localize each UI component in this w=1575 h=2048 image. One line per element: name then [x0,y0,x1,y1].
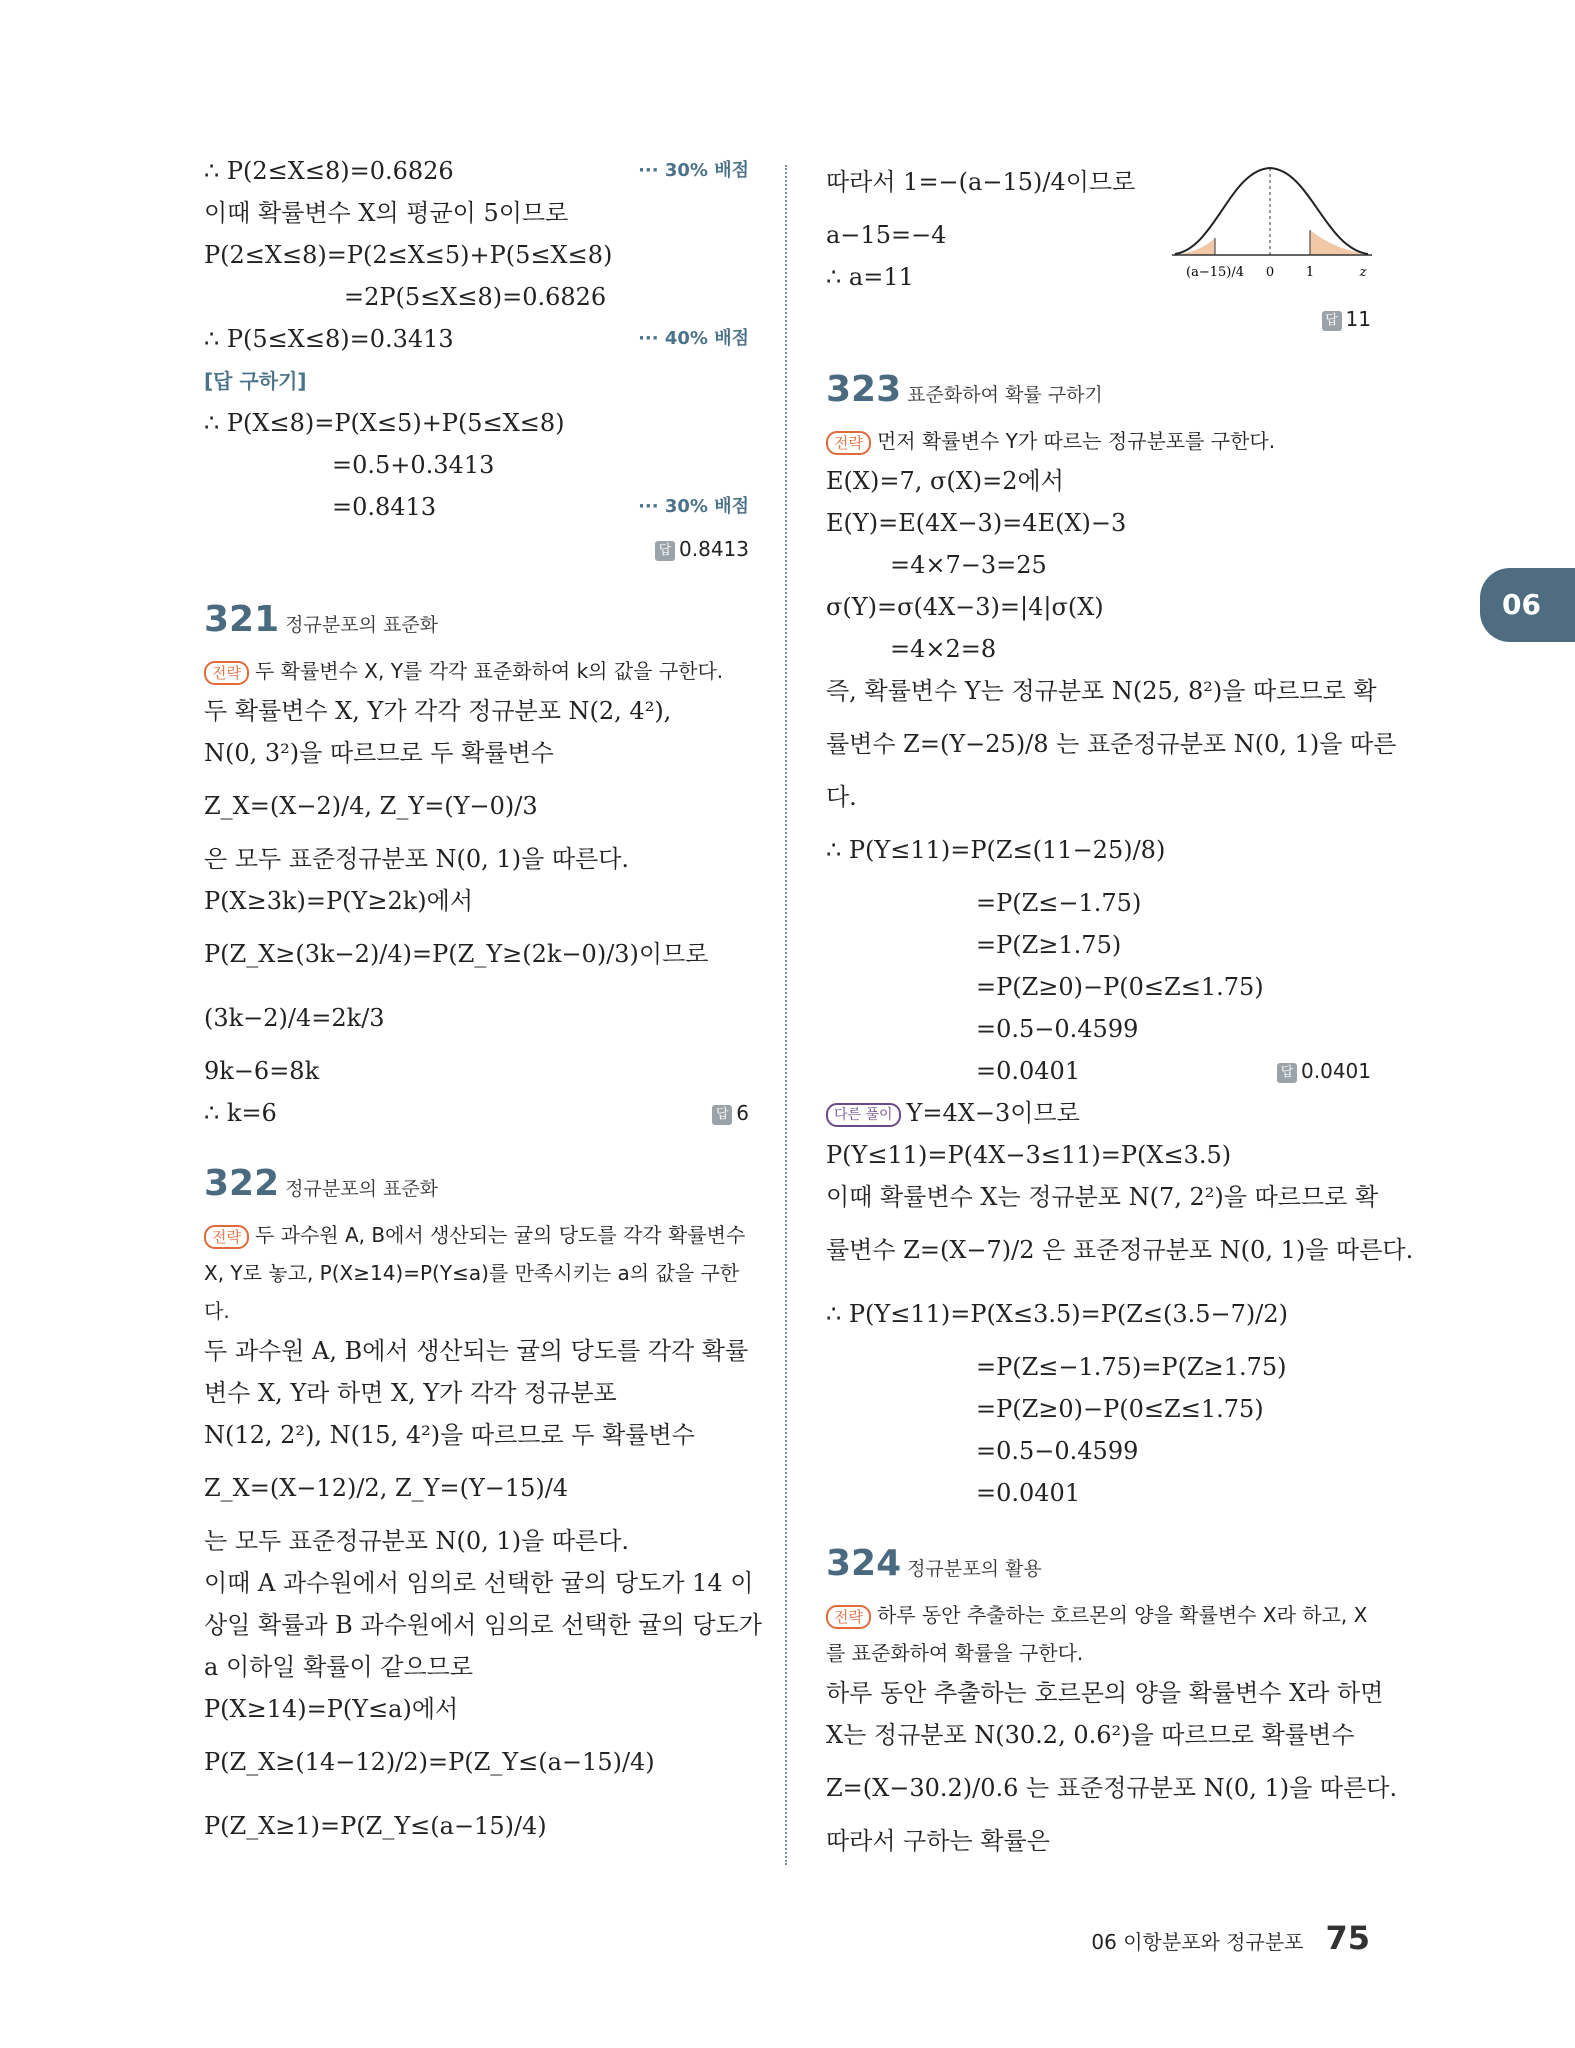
text-line: ∴ k=6 답 6 [204,1092,749,1134]
answer-row [204,528,749,570]
problem-number: 324 [826,1543,902,1584]
answer-row [826,298,1371,340]
problem-324-header [826,1532,1371,1596]
text-line: 다. [826,783,857,811]
formula-line: P(Z_X≥(14−12)/2)=P(Z_Y≤(a−15)/4) [204,1748,655,1776]
problem-322-header [204,1152,749,1216]
problem-title: 정규분포의 표준화 [285,614,439,636]
problem-number: 322 [204,1163,280,1204]
text-line: 따라서 구하는 확률은 [826,1827,1050,1855]
answer-label: 답 0.8413 [655,528,749,570]
text-line: ∴ P(2≤X≤8)=0.6826 ··· 30% 배점 [204,150,749,192]
chapter-title: 06 이항분포와 정규분포 [1091,1930,1304,1954]
text-line: 상일 확률과 B 과수원에서 임의로 선택한 귤의 당도가 [204,1611,762,1639]
answer-label: 답 0.0401 [1277,1050,1371,1092]
strategy-tag: 전략 [826,431,871,455]
text-line: P(X≥14)=P(Y≤a)에서 [204,1695,459,1723]
alt-solution-tag: 다른 풀이 [826,1103,901,1127]
problem-323-header [826,358,1371,422]
text-line: =0.5−0.4599 [976,1015,1139,1043]
text-line: 즉, 확률변수 Y는 정규분포 N(25, 8²)을 따르므로 확 [826,677,1377,705]
formula-line: ∴ P(Y≤11)=P(Z≤(11−25)/8) [826,836,1166,864]
formula-line: 률변수 Z=(Y−25)/8 는 표준정규분포 N(0, 1)을 따른 [826,730,1397,758]
text-line: P(X≥3k)=P(Y≥2k)에서 [204,887,474,915]
answer-icon: 답 [712,1105,732,1125]
formula-line: P(Z_X≥1)=P(Z_Y≤(a−15)/4) [204,1812,547,1840]
text-line: =4×2=8 [890,635,997,663]
problem-title: 표준화하여 확률 구하기 [907,384,1103,406]
text-line: =P(Z≥1.75) [976,931,1122,959]
text-line: ∴ a=11 [826,263,914,291]
text-line: =0.8413 ··· 30% 배점 [204,486,749,528]
text-line: N(12, 2²), N(15, 4²)을 따르므로 두 확률변수 [204,1421,695,1449]
problem-title: 정규분포의 활용 [907,1558,1042,1580]
text-line: P(2≤X≤8)=P(2≤X≤5)+P(5≤X≤8) [204,241,613,269]
page-footer [1091,1918,1370,1958]
axis-label: z [1359,265,1367,280]
text-line: 이때 확률변수 X의 평균이 5이므로 [204,199,569,227]
chapter-side-tab: 06 [1480,568,1575,642]
text-line: ∴ P(X≤8)=P(X≤5)+P(5≤X≤8) [204,409,565,437]
text-line: =2P(5≤X≤8)=0.6826 [344,283,607,311]
points-note: ··· 30% 배점 [638,496,749,517]
strategy-tag: 전략 [204,661,249,685]
formula-line: Z_X=(X−12)/2, Z_Y=(Y−15)/4 [204,1474,569,1502]
text-line: P(Y≤11)=P(4X−3≤11)=P(X≤3.5) [826,1141,1232,1169]
text-line: =P(Z≥0)−P(0≤Z≤1.75) [976,1395,1264,1423]
answer-icon: 답 [1277,1063,1297,1083]
points-note: ··· 40% 배점 [638,328,749,349]
text-line: X는 정규분포 N(30.2, 0.6²)을 따르므로 확률변수 [826,1721,1355,1749]
text-line: ∴ P(5≤X≤8)=0.3413 ··· 40% 배점 [204,318,749,360]
text-line: 은 모두 표준정규분포 N(0, 1)을 따른다. [204,845,630,873]
tick-label: (a−15)/4 [1186,265,1244,280]
text-line: =0.0401 답 0.0401 [826,1050,1371,1092]
strategy-line: 전략 두 확률변수 X, Y를 각각 표준화하여 k의 값을 구한다. [204,652,749,690]
strategy-line: 전략 하루 동안 추출하는 호르몬의 양을 확률변수 X라 하고, X를 표준화하여 확률을 구한다. [826,1603,1368,1665]
formula-line: ∴ P(Y≤11)=P(X≤3.5)=P(Z≤(3.5−7)/2) [826,1300,1289,1328]
text-line: =P(Z≥0)−P(0≤Z≤1.75) [976,973,1264,1001]
text-line: 이때 확률변수 X는 정규분포 N(7, 2²)을 따르므로 확 [826,1183,1379,1211]
text-line: 하루 동안 추출하는 호르몬의 양을 확률변수 X라 하면 [826,1679,1384,1707]
formula-line: Z=(X−30.2)/0.6 는 표준정규분포 N(0, 1)을 따른다. [826,1774,1398,1802]
formula-line: P(Z_X≥(3k−2)/4)=P(Z_Y≥(2k−0)/3)이므로 [204,940,709,968]
text-line: N(0, 3²)을 따르므로 두 확률변수 [204,739,554,767]
text-line: E(X)=7, σ(X)=2에서 [826,467,1064,495]
text-line: =4×7−3=25 [890,551,1047,579]
text-line: a 이하일 확률이 같으므로 [204,1653,474,1681]
answer-label: 답 6 [712,1092,749,1134]
answer-icon: 답 [655,541,675,561]
text-line: E(Y)=E(4X−3)=4E(X)−3 [826,509,1127,537]
strategy-line: 전략 두 과수원 A, B에서 생산되는 귤의 당도를 각각 확률변수 X, Y로 놓고, P(X≥14)=P(Y≤a)를 만족시키는 a의 값을 구한다. [204,1223,746,1323]
text-line: 다른 풀이 Y=4X−3이므로 [826,1092,1371,1134]
text-line: σ(Y)=σ(4X−3)=|4|σ(X) [826,593,1104,621]
text-line: 9k−6=8k [204,1057,320,1085]
points-note: ··· 30% 배점 [638,160,749,181]
column-divider [785,165,787,1865]
text-line: 두 과수원 A, B에서 생산되는 귤의 당도를 각각 확률 [204,1337,749,1365]
strategy-tag: 전략 [204,1225,249,1249]
text-line: 이때 A 과수원에서 임의로 선택한 귤의 당도가 14 이 [204,1569,754,1597]
problem-title: 정규분포의 표준화 [285,1178,439,1200]
left-column [204,150,762,1858]
page-number: 75 [1325,1919,1370,1957]
answer-label: 답 11 [1322,298,1371,340]
text-line: =P(Z≤−1.75)=P(Z≥1.75) [976,1353,1287,1381]
formula-line: (3k−2)/4=2k/3 [204,1004,385,1032]
text-line: 는 모두 표준정규분포 N(0, 1)을 따른다. [204,1527,630,1555]
problem-321-header [204,588,749,652]
subheading: [답 구하기] [204,369,307,393]
answer-icon: 답 [1322,311,1342,331]
text-line: =0.0401 [976,1479,1081,1507]
formula-line: 률변수 Z=(X−7)/2 은 표준정규분포 N(0, 1)을 따른다. [826,1236,1414,1264]
strategy-line: 전략 먼저 확률변수 Y가 따르는 정규분포를 구한다. [826,422,1371,460]
formula-line: 따라서 1=−(a−15)/4이므로 [826,168,1136,196]
problem-number: 321 [204,599,280,640]
text-line: =0.5+0.3413 [332,451,495,479]
text-line: 두 확률변수 X, Y가 각각 정규분포 N(2, 4²), [204,697,672,725]
strategy-tag: 전략 [826,1605,871,1629]
text-line: =P(Z≤−1.75) [976,889,1142,917]
problem-number: 323 [826,369,902,410]
right-column [826,150,1414,1862]
formula-line: Z_X=(X−2)/4, Z_Y=(Y−0)/3 [204,792,538,820]
text-line: a−15=−4 [826,221,947,249]
text-line: 변수 X, Y라 하면 X, Y가 각각 정규분포 [204,1379,617,1407]
text-line: =0.5−0.4599 [976,1437,1139,1465]
tick-label: 1 [1305,265,1315,280]
tick-label: 0 [1265,265,1275,280]
